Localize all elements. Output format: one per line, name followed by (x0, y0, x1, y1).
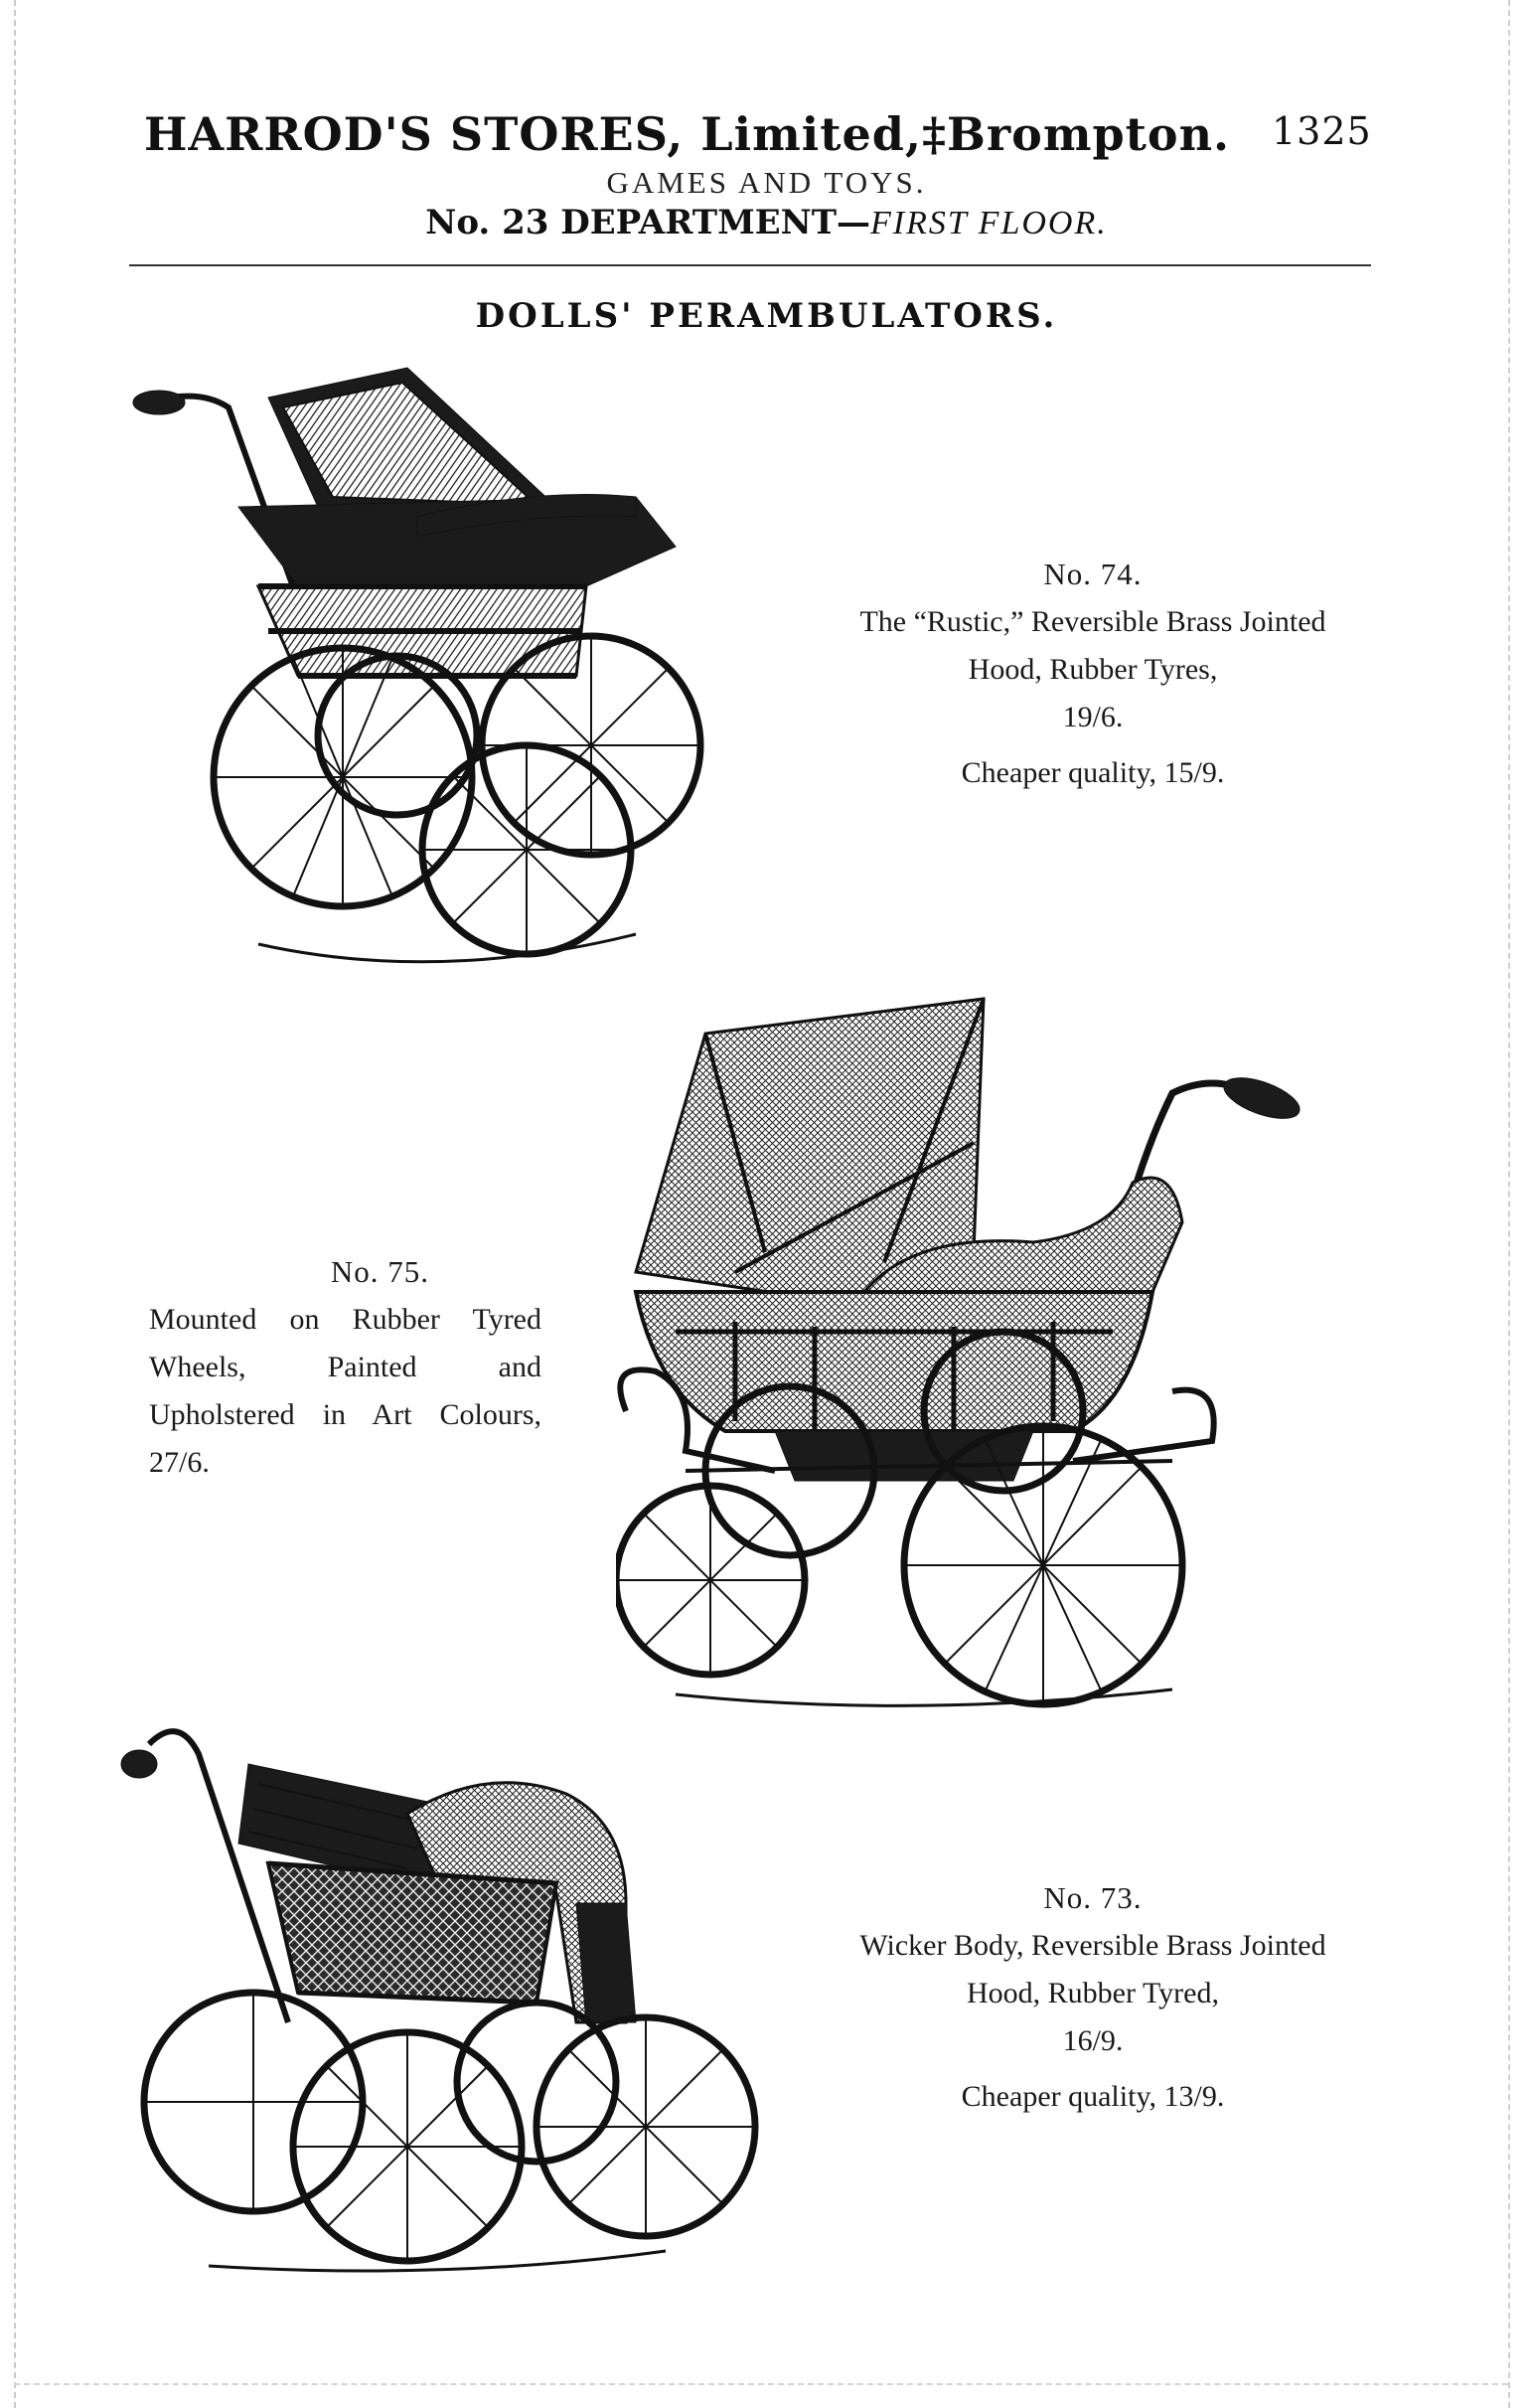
item-74-cheaper: Cheaper quality, 15/9. (961, 756, 1225, 789)
item-74-number: No. 74. (1043, 557, 1143, 591)
item-73-number: No. 73. (1043, 1880, 1143, 1915)
item-74-description (849, 551, 1336, 797)
header-rule (129, 264, 1371, 266)
pram-75-illustration (616, 994, 1361, 1729)
department-number: No. 23 DEPARTMENT (425, 203, 838, 242)
department-line: No. 23 DEPARTMENT—FIRST FLOOR. (425, 203, 1108, 242)
store-name: HARROD'S STORES, Limited,‡Brompton. (144, 107, 1231, 161)
item-75-description (149, 1248, 541, 1487)
pram-73-illustration (109, 1724, 775, 2291)
item-73-price: 16/9. (1062, 2024, 1124, 2057)
item-73-cheaper: Cheaper quality, 13/9. (961, 2080, 1225, 2113)
section-title: DOLLS' PERAMBULATORS. (475, 296, 1058, 336)
scan-edge-bottom (14, 2383, 1508, 2385)
item-73-description (849, 1874, 1336, 2121)
item-75-text: Mounted on Rubber Tyred Wheels, Painted and Upholstered in Art Colours, 27/6. (149, 1303, 541, 1479)
page-number: 1325 (1272, 109, 1372, 153)
store-heading (144, 107, 1372, 161)
item-75-number: No. 75. (330, 1254, 430, 1289)
department-subtitle: GAMES AND TOYS. (606, 165, 927, 200)
item-73-text: Wicker Body, Reversible Brass Jointed Hood, Rubber Tyred, (859, 1929, 1326, 2009)
item-74-price: 19/6. (1062, 701, 1124, 733)
scan-edge-left (14, 0, 16, 2408)
pram-74-illustration (119, 348, 795, 984)
scan-edge-right (1508, 0, 1510, 2408)
department-floor: FIRST FLOOR. (870, 205, 1108, 241)
item-74-text: The “Rustic,” Reversible Brass Jointed Hood, Rubber Tyres, (859, 605, 1326, 686)
